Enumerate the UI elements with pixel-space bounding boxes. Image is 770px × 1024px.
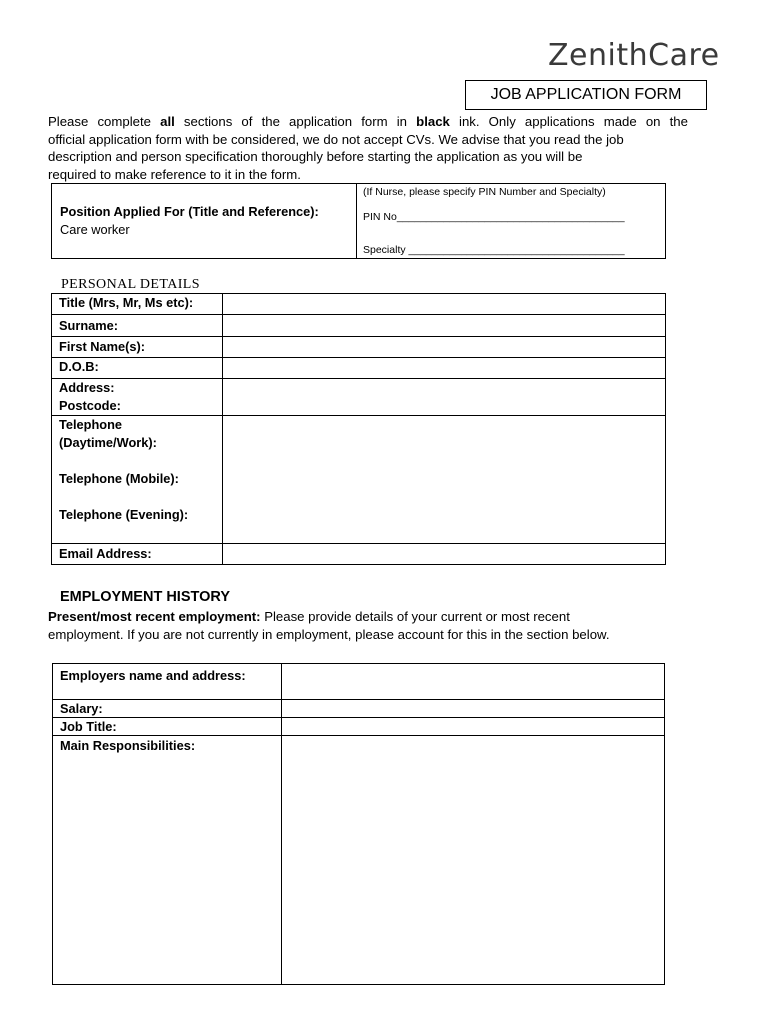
employment-intro: [48, 608, 708, 643]
intro-line-2: official application form with be considered, we do not accept CVs. We advise that you read the job: [48, 131, 624, 147]
intro-emphasis-all: all: [160, 114, 175, 129]
address-label: Address:: [59, 380, 115, 395]
telephone-evening-label: Telephone (Evening):: [59, 507, 189, 522]
email-label: Email Address:: [52, 544, 223, 565]
intro-line-1: [48, 113, 688, 131]
employment-intro-bold: Present/most recent employment:: [48, 609, 261, 624]
email-input[interactable]: [223, 544, 666, 565]
position-label: Position Applied For (Title and Reference):: [60, 204, 319, 219]
form-title: JOB APPLICATION FORM: [465, 80, 707, 110]
surname-label: Surname:: [52, 315, 223, 337]
company-logo: ZenithCare: [548, 38, 720, 73]
responsibilities-input[interactable]: [282, 736, 665, 985]
nurse-note: (If Nurse, please specify PIN Number and Specialty): [363, 186, 606, 198]
position-value[interactable]: Care worker: [60, 222, 130, 237]
dob-input[interactable]: [223, 358, 666, 379]
telephone-label-cell: [52, 416, 223, 544]
telephone-work-label-2: (Daytime/Work):: [59, 435, 157, 450]
employment-table: [52, 663, 665, 985]
personal-details-heading: PERSONAL DETAILS: [61, 277, 200, 292]
intro-line-3: description and person specification thoroughly before starting the application as you will be: [48, 149, 583, 164]
employer-label: Employers name and address:: [53, 664, 282, 700]
personal-details-table: [51, 293, 666, 565]
position-table: [51, 183, 666, 259]
employment-intro-line-1: [48, 608, 708, 626]
pin-number-field[interactable]: PIN No_______________________________________: [363, 211, 625, 223]
intro-text-part: Please complete: [48, 114, 161, 129]
first-name-input[interactable]: [223, 337, 666, 358]
title-label: Title (Mrs, Mr, Ms etc):: [52, 294, 223, 315]
nurse-details-cell: [357, 184, 666, 259]
intro-emphasis-black: black: [416, 114, 450, 129]
employment-intro-line-2: employment. If you are not currently in employment, please account for this in the section below.: [48, 626, 610, 642]
first-name-label: First Name(s):: [52, 337, 223, 358]
address-input[interactable]: [223, 379, 666, 416]
salary-input[interactable]: [282, 700, 665, 718]
employment-history-heading: EMPLOYMENT HISTORY: [60, 589, 230, 605]
responsibilities-label: Main Responsibilities:: [53, 736, 282, 985]
intro-paragraph: [48, 113, 688, 183]
intro-text-part: ink. Only applications made on the: [449, 114, 688, 129]
telephone-work-label-1: Telephone: [59, 417, 123, 432]
telephone-input[interactable]: [223, 416, 666, 544]
postcode-label: Postcode:: [59, 398, 121, 413]
job-title-input[interactable]: [282, 718, 665, 736]
title-input[interactable]: [223, 294, 666, 315]
intro-line-4: required to make reference to it in the form.: [48, 166, 301, 182]
salary-label: Salary:: [53, 700, 282, 718]
position-cell: [52, 184, 357, 259]
surname-input[interactable]: [223, 315, 666, 337]
employer-input[interactable]: [282, 664, 665, 700]
employment-intro-rest: Please provide details of your current or most recent: [260, 609, 570, 624]
telephone-mobile-label: Telephone (Mobile):: [59, 471, 179, 486]
dob-label: D.O.B:: [52, 358, 223, 379]
intro-text-part: sections of the application form in: [174, 114, 417, 129]
address-label-cell: [52, 379, 223, 416]
specialty-field[interactable]: Specialty _____________________________________: [363, 244, 625, 256]
job-title-label: Job Title:: [53, 718, 282, 736]
